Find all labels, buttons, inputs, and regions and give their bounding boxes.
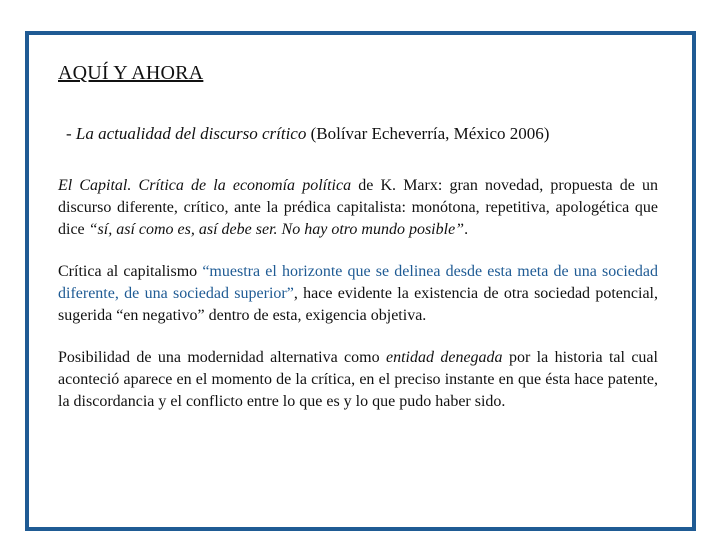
highlighted-quote: “muestra el horizonte que se delinea desde esta meta de una sociedad diferente, de una sociedad superior”: [58, 263, 659, 302]
paragraph-text-end: , hace evidente la existencia de otra sociedad potencial, sugerida “en negativo” dentro de esta, exigencia objetiva.: [58, 285, 659, 324]
slide-subtitle: [66, 124, 549, 144]
paragraph-text-end: .: [464, 221, 469, 238]
subtitle-citation: (Bolívar Echeverría, México 2006): [306, 124, 550, 143]
paragraph-text: de K. Marx: gran novedad, propuesta de un discurso diferente, crítico, ante la prédica capitalista: monótona, repetitiva, apologética que dice: [58, 177, 658, 238]
slide-title: AQUÍ Y AHORA: [58, 62, 204, 84]
paragraph-text-end: por la historia tal cual aconteció aparece en el momento de la crítica, en el preciso instante en que ésta hace patente, la discordancia y el conflicto entre lo que es y lo que pudo haber sido.: [58, 349, 658, 410]
paragraph-posibilidad: [58, 347, 658, 413]
quote-text: “sí, así como es, así debe ser. No hay otro mundo posible”: [88, 221, 465, 238]
book-title: El Capital. Crítica de la economía política: [58, 177, 352, 194]
paragraph-text: Crítica al capitalismo: [58, 263, 203, 280]
paragraph-capital: [58, 175, 658, 241]
subtitle-work-title: La actualidad del discurso crítico: [75, 124, 307, 143]
subtitle-dash: -: [66, 124, 76, 143]
paragraph-text: Posibilidad de una modernidad alternativa como: [58, 349, 386, 366]
paragraph-critica: [58, 261, 658, 327]
italic-term: entidad denegada: [385, 349, 503, 366]
